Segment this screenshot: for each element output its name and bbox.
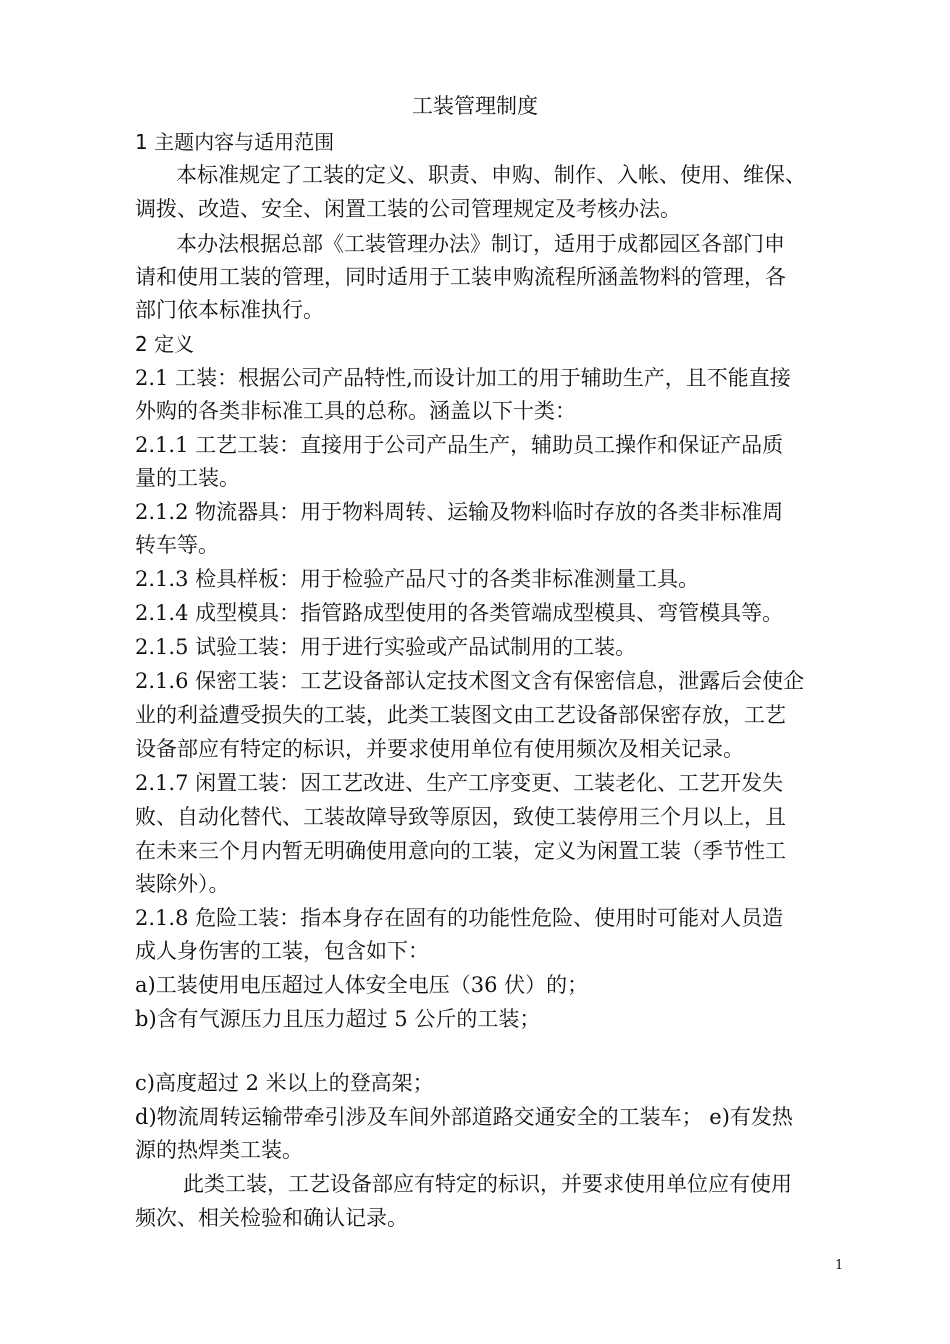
list-item-d-e: d)物流周转运输带牵引涉及车间外部道路交通安全的工装车； e)有发热	[135, 1105, 793, 1129]
list-item-b: b)含有气源压力且压力超过 5 公斤的工装；	[135, 1007, 541, 1031]
paragraph-line: 2.1.8 危险工装：指本身存在固有的功能性危险、使用时可能对人员造	[135, 906, 784, 930]
paragraph-line: 成人身伤害的工装，包含如下：	[135, 939, 429, 963]
paragraph-line: 部门依本标准执行。	[135, 298, 324, 322]
paragraph-line: 设备部应有特定的标识，并要求使用单位有使用频次及相关记录。	[135, 737, 744, 761]
paragraph-line: 2.1.3 检具样板：用于检验产品尺寸的各类非标准测量工具。	[135, 567, 700, 591]
paragraph-line: 2.1.4 成型模具：指管路成型使用的各类管端成型模具、弯管模具等。	[135, 601, 784, 625]
paragraph-line: 2.1.6 保密工装：工艺设备部认定技术图文含有保密信息，泄露后会使企	[135, 669, 805, 693]
paragraph-line: 装除外）。	[135, 872, 230, 896]
paragraph-line: 外购的各类非标准工具的总称。涵盖以下十类：	[135, 399, 576, 423]
document-title: 工装管理制度	[412, 94, 538, 118]
paragraph-line: 频次、相关检验和确认记录。	[135, 1206, 408, 1230]
paragraph-line: 败、自动化替代、工装故障导致等原因，致使工装停用三个月以上，且	[135, 805, 786, 829]
paragraph-line: 请和使用工装的管理，同时适用于工装申购流程所涵盖物料的管理，各	[135, 265, 786, 289]
paragraph-line: 调拨、改造、安全、闲置工装的公司管理规定及考核办法。	[135, 197, 681, 221]
paragraph-line: 本标准规定了工装的定义、职责、申购、制作、入帐、使用、维保、	[176, 163, 806, 187]
paragraph-line: 业的利益遭受损失的工装，此类工装图文由工艺设备部保密存放，工艺	[135, 703, 786, 727]
paragraph-line: 源的热焊类工装。	[135, 1138, 303, 1162]
paragraph-line: 2.1.7 闲置工装：因工艺改进、生产工序变更、工装老化、工艺开发失	[135, 771, 784, 795]
page-number: 1	[835, 1258, 844, 1273]
section-heading-2: 2 定义	[135, 332, 195, 356]
paragraph-line: 本办法根据总部《工装管理办法》制订，适用于成都园区各部门申	[176, 232, 785, 256]
paragraph-line: 2.1.5 试验工装：用于进行实验或产品试制用的工装。	[135, 635, 637, 659]
section-heading-1: 1 主题内容与适用范围	[135, 130, 335, 154]
paragraph-line: 量的工装。	[135, 466, 240, 490]
paragraph-line: 在未来三个月内暂无明确使用意向的工装，定义为闲置工装（季节性工	[135, 839, 786, 863]
paragraph-line: 此类工装，工艺设备部应有特定的标识，并要求使用单位应有使用	[183, 1172, 792, 1196]
list-item-c: c)高度超过 2 米以上的登高架；	[135, 1071, 434, 1095]
paragraph-line: 2.1 工装：根据公司产品特性,而设计加工的用于辅助生产，且不能直接	[135, 366, 791, 390]
paragraph-line: 2.1.1 工艺工装：直接用于公司产品生产，辅助员工操作和保证产品质	[135, 433, 784, 457]
paragraph-line: 转车等。	[135, 533, 219, 557]
list-item-a: a)工装使用电压超过人体安全电压（36 伏）的；	[135, 973, 589, 997]
paragraph-line: 2.1.2 物流器具：用于物料周转、运输及物料临时存放的各类非标准周	[135, 500, 784, 524]
